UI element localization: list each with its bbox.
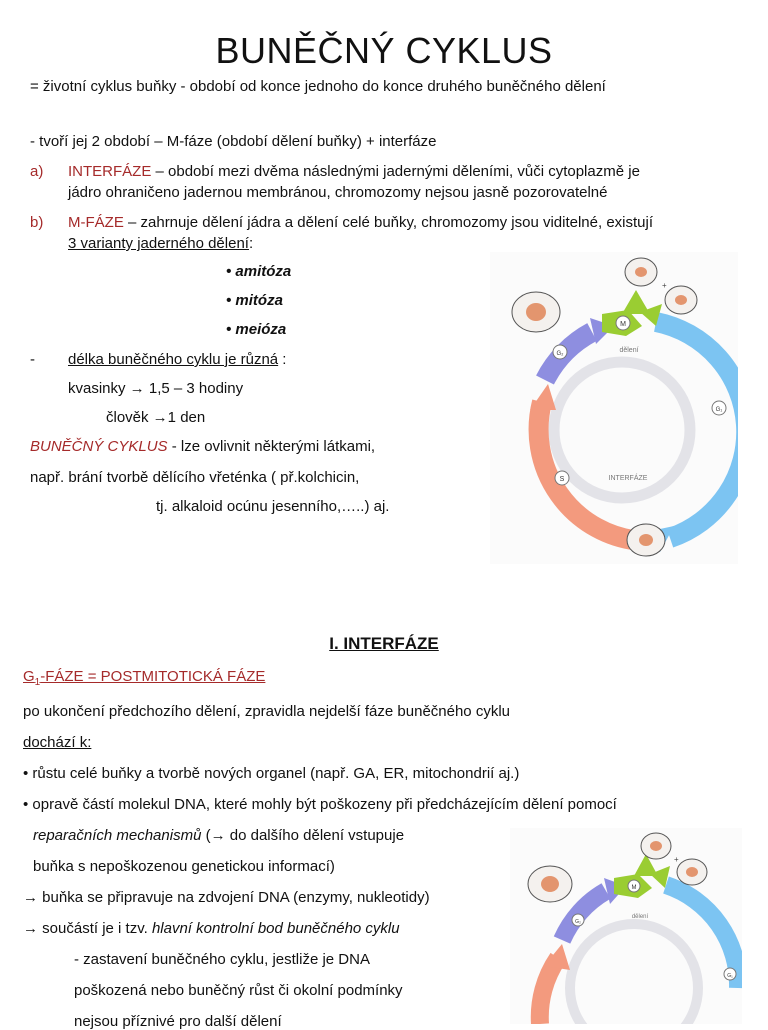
length-yeast: kvasinky → 1,5 – 3 hodiny (68, 380, 244, 397)
repair-line (33, 827, 404, 844)
g1-label: G₁ (715, 407, 723, 413)
repair-line2: buňka s nepoškozenou genetickou informací) (33, 858, 335, 875)
daughter-cell-top-nucleus (635, 267, 647, 277)
g2-label-2: G₂ (575, 919, 581, 925)
section-heading: I. INTERFÁZE (329, 634, 439, 653)
division-label-2: dělení (631, 914, 649, 920)
g1-heading-sub: 1 (34, 677, 41, 688)
influence-line3: tj. alkaloid ocúnu jesenního,…..) aj. (156, 498, 390, 515)
g1-heading-g: G (23, 668, 35, 685)
daughter-cell-right-nucleus (675, 295, 687, 305)
item-a-line2: jádro ohraničeno jadernou membránou, chromozomy nejsou jasně pozorovatelné (68, 184, 608, 201)
variant-mitoza: • mitóza (226, 292, 283, 309)
checkpoint-term: hlavní kontrolní bod buněčného cyklu (151, 920, 400, 937)
repair-term: reparačních mechanismů (33, 827, 202, 844)
influence-line1 (30, 438, 375, 455)
item-b-colon: : (248, 235, 254, 252)
influence-line2: např. brání tvorbě dělícího vřeténka ( př.kolchicin, (30, 469, 360, 486)
item-b-line1 (68, 214, 653, 231)
after-division-line: po ukončení předchozího dělení, zpravidla nejdelší fáze buněčného cyklu (23, 703, 510, 720)
m-label-2: M (631, 885, 637, 891)
length-dash: - (30, 351, 35, 368)
item-b-text: – zahrnuje dělení jádra a dělení celé buňky, chromozomy jsou viditelné, existují (123, 214, 654, 231)
influence-term: BUNĚČNÝ CYKLUS (30, 438, 168, 455)
definition: = životní cyklus buňky - období od konce jednoho do konce druhého buněčného dělení (30, 78, 606, 95)
stop-line3: nejsou příznivé pro další dělení (74, 1013, 282, 1030)
item-b-variants-link: 3 varianty jaderného dělení (68, 235, 249, 252)
daughter-cell-right-2-nucleus (686, 867, 698, 877)
item-b-label: b) (30, 214, 44, 231)
cell-cycle-diagram (490, 252, 738, 564)
arrow-dna: → buňka se připravuje na zdvojení DNA (enzymy, nukleotidy) (23, 889, 430, 906)
length-human: člověk →1 den (106, 409, 206, 426)
large-cell-nucleus (526, 303, 546, 321)
daughter-cell-top-2-nucleus (650, 841, 662, 851)
item-a-label: a) (30, 163, 44, 180)
item-b-term: M-FÁZE (68, 214, 124, 231)
length-text: délka buněčného cyklu je různá (68, 351, 279, 368)
length-line (68, 351, 286, 368)
cell-cycle-diagram-2 (510, 828, 742, 1024)
plus-label: + (662, 281, 667, 290)
g1-heading-rest: -FÁZE = POSTMITOTICKÁ FÁZE (40, 668, 266, 685)
length-colon: : (278, 351, 287, 368)
variant-amitoza: • amitóza (226, 263, 292, 280)
plus-label-2: + (674, 855, 679, 864)
page-title: BUNĚČNÝ CYKLUS (215, 30, 553, 71)
periods-line: - tvoří jej 2 období – M-fáze (období dělení buňky) + interfáze (30, 133, 437, 150)
influence-rest: - lze ovlivnit některými látkami, (167, 438, 376, 455)
arrow-checkpoint (23, 920, 400, 937)
item-a-text: – období mezi dvěma následnými jadernými děleními, vůči cytoplazmě je (151, 163, 640, 180)
bullet-growth: • růstu celé buňky a tvorbě nových organel (např. GA, ER, mitochondrií aj.) (23, 765, 520, 782)
g1-heading (23, 668, 265, 688)
division-label: dělení (619, 347, 639, 354)
g1-label-2: G₁ (727, 973, 733, 979)
variant-meioza: • meióza (226, 321, 287, 338)
bullet-repair: • opravě částí molekul DNA, které mohly být poškozeny při předcházejícím dělení pomocí (23, 796, 617, 813)
stop-line2: poškozená nebo buněčný růst či okolní podmínky (74, 982, 403, 999)
small-cell-nucleus (639, 534, 653, 546)
repair-rest: (→ do dalšího dělení vstupuje (201, 827, 405, 844)
item-a-line1 (68, 163, 640, 180)
g2-label: G₂ (556, 351, 564, 357)
interphase-label: INTERFÁZE (608, 475, 648, 482)
occurs-label: dochází k: (23, 734, 92, 751)
m-label: M (620, 321, 626, 328)
stop-line1: - zastavení buněčného cyklu, jestliže je DNA (74, 951, 370, 968)
item-b-line2 (68, 235, 253, 252)
item-a-term: INTERFÁZE (68, 163, 152, 180)
large-cell-2-nucleus (541, 876, 559, 892)
s-label: S (559, 476, 565, 483)
checkpoint-prefix: → součástí je i tzv. (23, 920, 152, 937)
